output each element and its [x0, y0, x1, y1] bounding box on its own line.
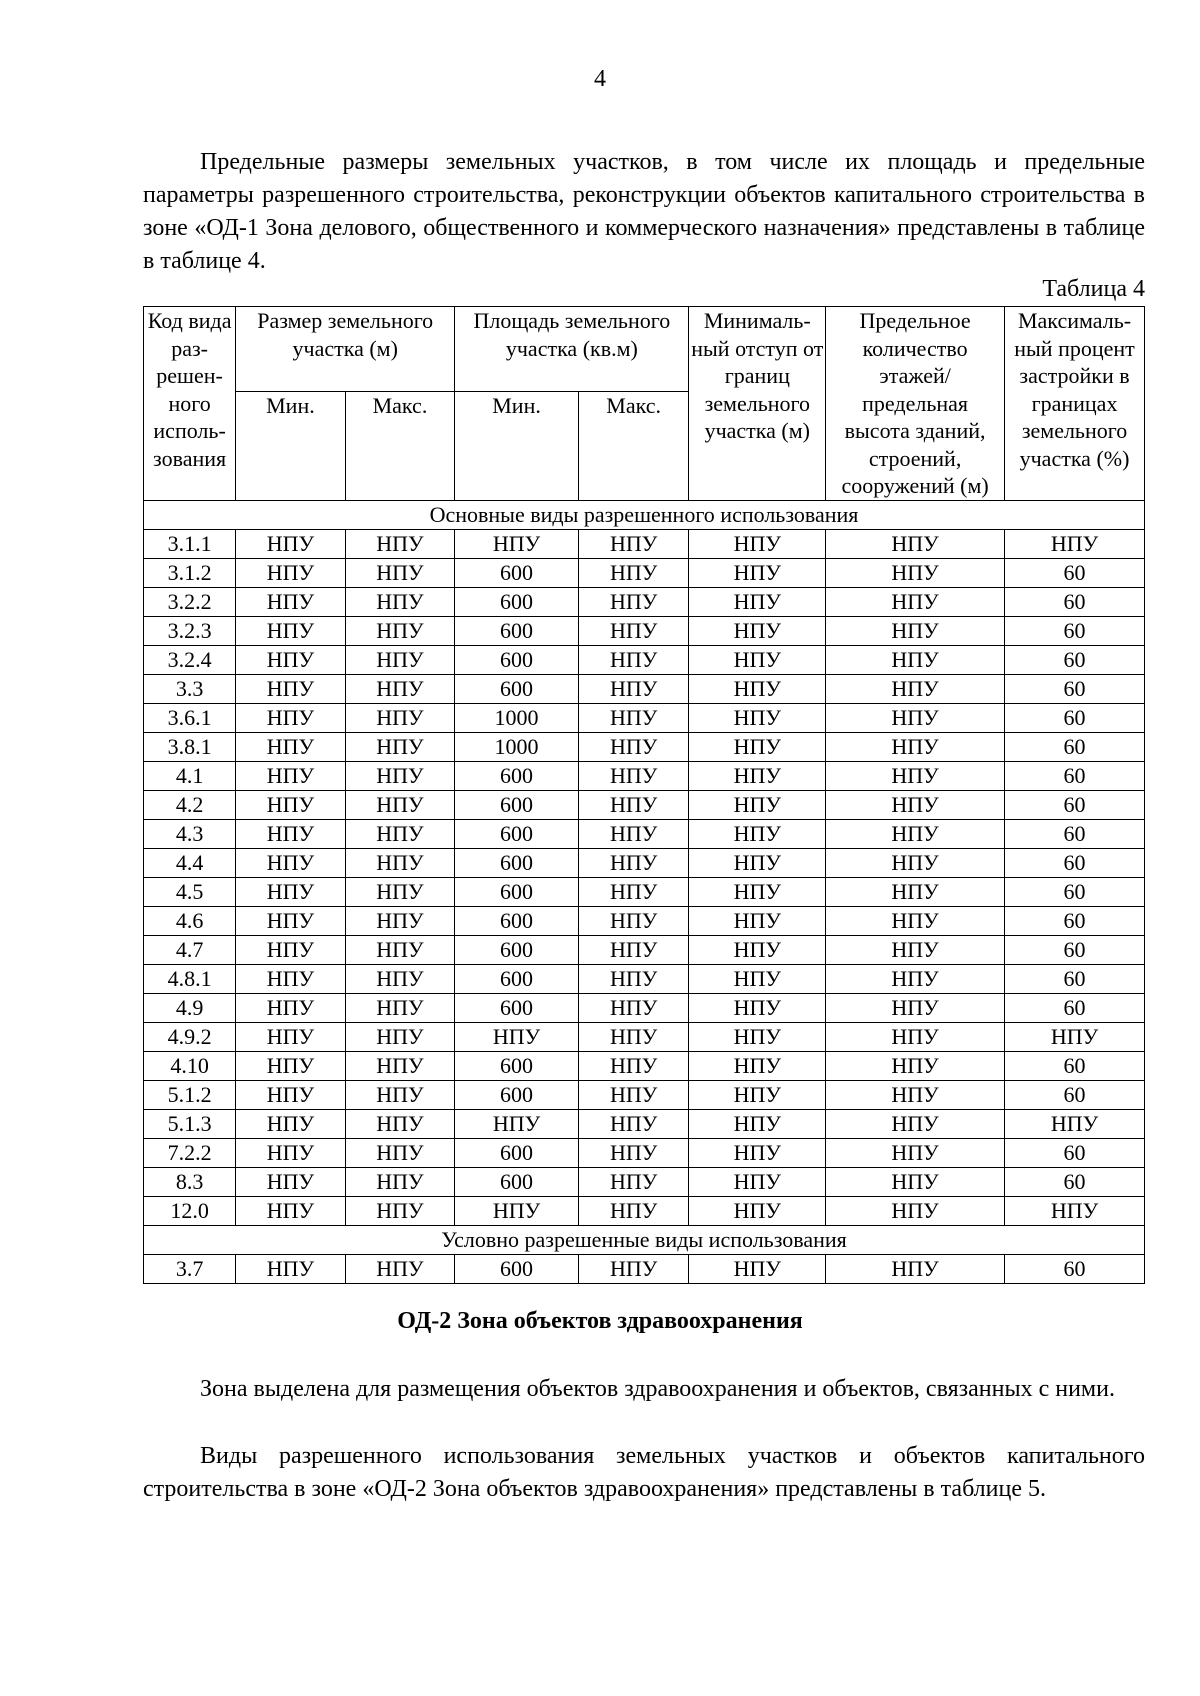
table-cell: НПУ	[578, 935, 689, 964]
table-cell: НПУ	[1005, 1109, 1145, 1138]
table-cell: 60	[1005, 1080, 1145, 1109]
table-cell: НПУ	[689, 1138, 826, 1167]
table-cell: НПУ	[826, 761, 1005, 790]
table-cell: 60	[1005, 1254, 1145, 1283]
table-cell: 600	[455, 587, 579, 616]
table-cell: НПУ	[236, 529, 346, 558]
table-cell: НПУ	[689, 877, 826, 906]
table-cell: 600	[455, 1051, 579, 1080]
table-cell: НПУ	[345, 819, 455, 848]
table-cell: НПУ	[345, 703, 455, 732]
table-cell: НПУ	[236, 993, 346, 1022]
table-cell: НПУ	[578, 1109, 689, 1138]
table-cell: 60	[1005, 993, 1145, 1022]
cell-code: 3.8.1	[144, 732, 236, 761]
table-cell: 600	[455, 674, 579, 703]
table-cell: НПУ	[345, 732, 455, 761]
table-row	[144, 761, 1145, 790]
table-cell: НПУ	[345, 674, 455, 703]
table-cell: 1000	[455, 732, 579, 761]
table-cell: НПУ	[1005, 529, 1145, 558]
table-cell: НПУ	[689, 703, 826, 732]
table-cell: 600	[455, 645, 579, 674]
zone-parameters-table	[143, 306, 1145, 1284]
table-cell: НПУ	[578, 587, 689, 616]
table-cell: НПУ	[345, 558, 455, 587]
table-cell: 60	[1005, 645, 1145, 674]
table-cell: НПУ	[826, 616, 1005, 645]
table-cell: НПУ	[578, 558, 689, 587]
table-cell: НПУ	[578, 906, 689, 935]
table-cell: НПУ	[236, 877, 346, 906]
table-row	[144, 877, 1145, 906]
table-cell: НПУ	[578, 1022, 689, 1051]
table-row	[144, 1138, 1145, 1167]
table-cell: НПУ	[689, 1167, 826, 1196]
table-row	[144, 790, 1145, 819]
table-cell: 600	[455, 616, 579, 645]
table-cell: НПУ	[578, 674, 689, 703]
table-cell: НПУ	[689, 848, 826, 877]
table-cell: НПУ	[826, 587, 1005, 616]
header-code: Код вида раз-решен-ного исполь-зования	[144, 307, 236, 501]
table-row	[144, 645, 1145, 674]
table-cell: 60	[1005, 732, 1145, 761]
table-cell: НПУ	[826, 819, 1005, 848]
table-cell: 600	[455, 558, 579, 587]
table-body	[144, 500, 1145, 1283]
table-cell: НПУ	[345, 993, 455, 1022]
table-row	[144, 1167, 1145, 1196]
table-cell: НПУ	[689, 761, 826, 790]
table-cell: НПУ	[578, 761, 689, 790]
table-cell: НПУ	[826, 790, 1005, 819]
table-cell: НПУ	[689, 1051, 826, 1080]
table-cell: НПУ	[689, 964, 826, 993]
section-title: Основные виды разрешенного использования	[144, 500, 1145, 529]
table-cell: НПУ	[345, 1022, 455, 1051]
table-cell: 60	[1005, 848, 1145, 877]
table-cell: НПУ	[236, 819, 346, 848]
table-row	[144, 964, 1145, 993]
table-cell: НПУ	[345, 587, 455, 616]
table-cell: НПУ	[578, 1138, 689, 1167]
table-cell: 600	[455, 1138, 579, 1167]
cell-code: 4.1	[144, 761, 236, 790]
table-cell: НПУ	[236, 732, 346, 761]
cell-code: 3.1.1	[144, 529, 236, 558]
table-cell: НПУ	[236, 1196, 346, 1225]
table-cell: НПУ	[689, 1022, 826, 1051]
table-row	[144, 587, 1145, 616]
cell-code: 4.9.2	[144, 1022, 236, 1051]
cell-code: 4.6	[144, 906, 236, 935]
table-cell: НПУ	[689, 732, 826, 761]
table-cell: НПУ	[578, 993, 689, 1022]
table-cell: НПУ	[578, 1051, 689, 1080]
table-cell: 60	[1005, 703, 1145, 732]
table-cell: НПУ	[236, 964, 346, 993]
cell-code: 7.2.2	[144, 1138, 236, 1167]
table-cell: НПУ	[345, 1138, 455, 1167]
table-cell: НПУ	[826, 674, 1005, 703]
intro-paragraph: Предельные размеры земельных участков, в том числе их площадь и предельные параметры разрешенного строительства, реконструкции объектов капитального строительства в зоне «ОД-1 Зона делового, общественного и коммерческого назначения» представлены в таблице в таблице 4.	[143, 149, 1145, 274]
table-cell: НПУ	[826, 993, 1005, 1022]
table-cell: 600	[455, 848, 579, 877]
table-cell: НПУ	[578, 1254, 689, 1283]
table-cell: НПУ	[826, 1254, 1005, 1283]
table-cell: НПУ	[689, 616, 826, 645]
table-cell: НПУ	[578, 616, 689, 645]
table-cell: НПУ	[689, 529, 826, 558]
cell-code: 4.3	[144, 819, 236, 848]
table-cell: 600	[455, 993, 579, 1022]
table-cell: 600	[455, 906, 579, 935]
table-cell: 60	[1005, 1167, 1145, 1196]
section-title: Условно разрешенные виды использования	[144, 1225, 1145, 1254]
table-cell: 60	[1005, 558, 1145, 587]
cell-code: 3.1.2	[144, 558, 236, 587]
table-cell: НПУ	[236, 674, 346, 703]
header-area-max: Макс.	[578, 391, 689, 500]
table-row	[144, 703, 1145, 732]
table-cell: НПУ	[826, 645, 1005, 674]
table-cell: НПУ	[578, 529, 689, 558]
table-cell: НПУ	[578, 1167, 689, 1196]
table-cell: 600	[455, 761, 579, 790]
section-row	[144, 500, 1145, 529]
header-size-max: Макс.	[345, 391, 455, 500]
header-area-min: Мин.	[455, 391, 579, 500]
cell-code: 12.0	[144, 1196, 236, 1225]
table-row	[144, 906, 1145, 935]
table-cell: НПУ	[578, 877, 689, 906]
table-cell: НПУ	[455, 529, 579, 558]
table-row	[144, 1196, 1145, 1225]
table-cell: 60	[1005, 964, 1145, 993]
table-cell: НПУ	[236, 1138, 346, 1167]
table-row	[144, 1051, 1145, 1080]
table-row	[144, 1022, 1145, 1051]
table-cell: НПУ	[826, 703, 1005, 732]
table-cell: НПУ	[578, 790, 689, 819]
table-cell: 1000	[455, 703, 579, 732]
table-cell: НПУ	[578, 964, 689, 993]
table-cell: НПУ	[236, 1051, 346, 1080]
table-cell: 60	[1005, 616, 1145, 645]
table-row	[144, 993, 1145, 1022]
table-cell: НПУ	[236, 906, 346, 935]
table-cell: НПУ	[236, 587, 346, 616]
table-cell: НПУ	[345, 1167, 455, 1196]
table-cell: НПУ	[689, 1196, 826, 1225]
table-cell: НПУ	[689, 935, 826, 964]
table-cell: 600	[455, 819, 579, 848]
table-cell: НПУ	[826, 529, 1005, 558]
table-cell: НПУ	[345, 1109, 455, 1138]
table-cell: НПУ	[345, 790, 455, 819]
table-row	[144, 1254, 1145, 1283]
table-cell: НПУ	[236, 1167, 346, 1196]
section-heading: ОД-2 Зона объектов здравоохранения	[397, 1308, 803, 1334]
table-cell: 60	[1005, 674, 1145, 703]
table-cell: НПУ	[826, 1051, 1005, 1080]
table-row	[144, 732, 1145, 761]
table-cell: НПУ	[345, 1051, 455, 1080]
cell-code: 4.8.1	[144, 964, 236, 993]
table-cell: НПУ	[826, 848, 1005, 877]
table-cell: НПУ	[345, 906, 455, 935]
table-cell: НПУ	[455, 1022, 579, 1051]
table-cell: 60	[1005, 790, 1145, 819]
table-cell: НПУ	[345, 964, 455, 993]
table-cell: НПУ	[345, 645, 455, 674]
cell-code: 8.3	[144, 1167, 236, 1196]
cell-code: 4.9	[144, 993, 236, 1022]
table-cell: 600	[455, 877, 579, 906]
table-cell: 60	[1005, 761, 1145, 790]
table-cell: НПУ	[826, 1196, 1005, 1225]
table-cell: НПУ	[578, 848, 689, 877]
table-cell: НПУ	[345, 935, 455, 964]
table-cell: НПУ	[578, 1196, 689, 1225]
table-cell: НПУ	[826, 935, 1005, 964]
table-cell: НПУ	[236, 558, 346, 587]
table-cell: 60	[1005, 935, 1145, 964]
table-cell: НПУ	[345, 1080, 455, 1109]
table-cell: НПУ	[455, 1109, 579, 1138]
table-cell: 600	[455, 935, 579, 964]
table-row	[144, 558, 1145, 587]
cell-code: 3.2.4	[144, 645, 236, 674]
table-cell: НПУ	[236, 1022, 346, 1051]
table-row	[144, 1109, 1145, 1138]
table-row	[144, 935, 1145, 964]
table-row	[144, 674, 1145, 703]
table-cell: НПУ	[826, 1022, 1005, 1051]
table-cell: НПУ	[345, 848, 455, 877]
table-cell: НПУ	[578, 645, 689, 674]
table-row	[144, 529, 1145, 558]
table-cell: 60	[1005, 819, 1145, 848]
usage-types-paragraph: Виды разрешенного использования земельных участков и объектов капитального строительства в зоне «ОД-2 Зона объектов здравоохранения» представлены в таблице 5.	[143, 1443, 1145, 1502]
table-cell: НПУ	[236, 935, 346, 964]
table-cell: НПУ	[826, 732, 1005, 761]
table-cell: НПУ	[236, 1080, 346, 1109]
table-cell: НПУ	[345, 529, 455, 558]
cell-code: 3.6.1	[144, 703, 236, 732]
header-plot-size: Размер земельного участка (м)	[236, 307, 455, 392]
table-cell: НПУ	[826, 1109, 1005, 1138]
table-cell: НПУ	[236, 645, 346, 674]
cell-code: 5.1.2	[144, 1080, 236, 1109]
header-size-min: Мин.	[236, 391, 346, 500]
table-cell: НПУ	[689, 1109, 826, 1138]
table-cell: НПУ	[826, 1167, 1005, 1196]
section-row	[144, 1225, 1145, 1254]
table-cell: НПУ	[826, 964, 1005, 993]
table-cell: НПУ	[455, 1196, 579, 1225]
table-row	[144, 819, 1145, 848]
table-cell: НПУ	[236, 790, 346, 819]
table-cell: НПУ	[578, 703, 689, 732]
table-cell: НПУ	[345, 877, 455, 906]
table-cell: НПУ	[1005, 1022, 1145, 1051]
table-cell: НПУ	[826, 1138, 1005, 1167]
cell-code: 4.5	[144, 877, 236, 906]
table-cell: НПУ	[689, 1254, 826, 1283]
table-cell: 600	[455, 790, 579, 819]
cell-code: 4.2	[144, 790, 236, 819]
table-cell: НПУ	[826, 1080, 1005, 1109]
cell-code: 4.4	[144, 848, 236, 877]
table-cell: НПУ	[578, 732, 689, 761]
table-cell: НПУ	[689, 993, 826, 1022]
table-cell: 60	[1005, 1051, 1145, 1080]
table-cell: НПУ	[578, 819, 689, 848]
table-cell: 60	[1005, 906, 1145, 935]
table-cell: НПУ	[689, 1080, 826, 1109]
cell-code: 4.10	[144, 1051, 236, 1080]
table-row	[144, 1080, 1145, 1109]
table-cell: НПУ	[345, 1254, 455, 1283]
table-cell: 600	[455, 1254, 579, 1283]
table-cell: НПУ	[236, 1254, 346, 1283]
cell-code: 3.2.3	[144, 616, 236, 645]
table-cell: НПУ	[826, 558, 1005, 587]
table-cell: НПУ	[236, 616, 346, 645]
table-cell: 600	[455, 1167, 579, 1196]
header-floors: Предельное количество этажей/ предельная высота зданий, строений, сооружений (м)	[826, 307, 1005, 501]
table-cell: 600	[455, 1080, 579, 1109]
table-cell: НПУ	[689, 674, 826, 703]
table-cell: НПУ	[689, 645, 826, 674]
table-caption: Таблица 4	[1042, 276, 1145, 302]
table-cell: НПУ	[689, 819, 826, 848]
cell-code: 3.2.2	[144, 587, 236, 616]
zone-description-paragraph: Зона выделена для размещения объектов здравоохранения и объектов, связанных с ними.	[200, 1376, 1115, 1402]
table-cell: 60	[1005, 587, 1145, 616]
table-cell: НПУ	[578, 1080, 689, 1109]
table-cell: НПУ	[1005, 1196, 1145, 1225]
table-cell: НПУ	[345, 761, 455, 790]
cell-code: 3.3	[144, 674, 236, 703]
table-cell: НПУ	[689, 790, 826, 819]
page-number: 4	[594, 66, 606, 92]
table-cell: НПУ	[689, 587, 826, 616]
table-cell: 60	[1005, 877, 1145, 906]
header-plot-area: Площадь земельного участка (кв.м)	[455, 307, 689, 392]
cell-code: 5.1.3	[144, 1109, 236, 1138]
table-row	[144, 848, 1145, 877]
header-setback: Минималь-ный отступ от границ земельного участка (м)	[689, 307, 826, 501]
cell-code: 3.7	[144, 1254, 236, 1283]
cell-code: 4.7	[144, 935, 236, 964]
table-cell: НПУ	[689, 558, 826, 587]
table-cell: НПУ	[689, 906, 826, 935]
table-cell: НПУ	[826, 906, 1005, 935]
table-cell: НПУ	[236, 761, 346, 790]
table-row	[144, 616, 1145, 645]
table-cell: НПУ	[236, 848, 346, 877]
table-cell: НПУ	[826, 877, 1005, 906]
table-cell: 60	[1005, 1138, 1145, 1167]
table-cell: НПУ	[236, 1109, 346, 1138]
table-cell: НПУ	[345, 616, 455, 645]
table-cell: НПУ	[345, 1196, 455, 1225]
table-cell: 600	[455, 964, 579, 993]
header-coverage: Максималь-ный процент застройки в границах земельного участка (%)	[1005, 307, 1145, 501]
table-cell: НПУ	[236, 703, 346, 732]
